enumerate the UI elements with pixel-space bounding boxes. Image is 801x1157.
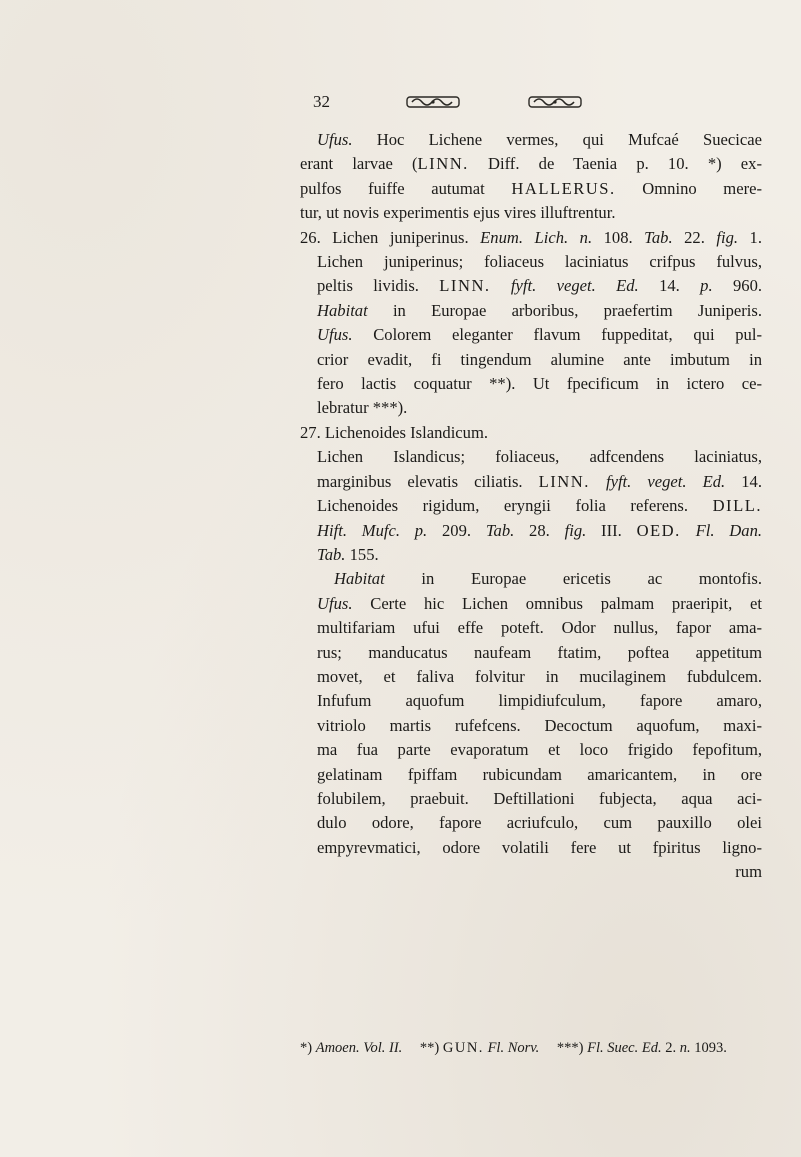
catchword: [300, 860, 762, 884]
text-span: n.: [679, 1040, 691, 1056]
footnote-3: [557, 1040, 727, 1056]
text-span: rum: [735, 862, 762, 882]
text-span: 960.: [712, 276, 763, 296]
text-line: [300, 543, 762, 567]
text-span: Enum. Lich. n.: [480, 227, 593, 247]
ufus-label: Ufus.: [317, 325, 353, 345]
text-line: [300, 763, 762, 787]
text-span: erant larvae (: [300, 154, 418, 174]
text-line: [300, 567, 762, 591]
text-span: Colorem eleganter flavum fuppeditat, qui pul-: [352, 325, 762, 345]
text-span: marginibus elevatis ciliatis.: [317, 471, 539, 491]
author-abbrev: OED.: [636, 520, 681, 540]
text-span: 1.: [738, 227, 762, 247]
text-span: dulo odore, fapore acriufculo, cum pauxillo olei: [317, 813, 762, 833]
habitat-label: Habitat: [334, 569, 385, 589]
text-line: [300, 470, 762, 494]
text-line: [300, 348, 762, 372]
text-span: fig.: [564, 520, 587, 540]
text-span: Certe hic Lichen omnibus palmam praeripit, et: [352, 593, 762, 613]
text-span: Infufum aquofum limpidiufculum, fapore amaro,: [317, 691, 762, 711]
text-line: [300, 836, 762, 860]
footnote-1: [300, 1040, 402, 1056]
text-span: 108.: [592, 227, 645, 247]
entry-heading-26: [300, 226, 762, 250]
printers-ornament-icon: [406, 95, 460, 109]
habitat-label: Habitat: [317, 300, 368, 320]
text-span: in Europae ericetis ac montofis.: [384, 569, 762, 589]
text-line: [300, 177, 762, 201]
text-line: [300, 201, 762, 225]
text-span: pulfos fuiffe autumat: [300, 178, 512, 198]
page-number: 32: [313, 92, 330, 111]
text-span: Hoc Lichene vermes, qui Mufcaé Suecicae: [352, 130, 762, 149]
text-span: rus; manducatus naufeam ftatim, poftea appetitum: [317, 642, 762, 662]
text-span: ***): [556, 1040, 588, 1056]
text-span: 209.: [427, 520, 486, 540]
text-span: Hift. Mufc. p.: [317, 520, 428, 540]
text-span: 1093.: [690, 1040, 727, 1056]
text-line: [300, 787, 762, 811]
page-header: [313, 92, 753, 120]
text-line: [300, 592, 762, 616]
text-span: 2.: [661, 1040, 680, 1056]
author-abbrev: LINN.: [439, 276, 491, 296]
footnote-2: [420, 1040, 539, 1056]
text-span: Fl. Norv.: [483, 1040, 540, 1056]
text-line: [300, 250, 762, 274]
text-span: Tab.: [644, 227, 673, 247]
text-line: [300, 299, 762, 323]
text-span: 155.: [345, 544, 379, 564]
text-span: fyft. veget. Ed.: [589, 471, 726, 491]
ufus-label: Ufus.: [317, 130, 353, 149]
text-span: III.: [586, 520, 637, 540]
text-span: in Europae arboribus, praefertim Juniperis.: [367, 300, 762, 320]
printers-ornament-icon: [528, 95, 582, 109]
text-span: 14.: [638, 276, 701, 296]
text-line: [300, 714, 762, 738]
text-span: 14.: [725, 471, 762, 491]
text-line: [300, 372, 762, 396]
footnotes: [300, 1040, 762, 1057]
author-abbrev: LINN.: [538, 471, 590, 491]
text-span: fero lactis coquatur **). Ut fpecificum in ictero ce-: [317, 374, 762, 394]
text-line: [300, 494, 762, 518]
text-line: [300, 128, 762, 152]
author-abbrev: GUN.: [442, 1040, 484, 1056]
text-line: [300, 738, 762, 762]
text-span: crior evadit, fi tingendum alumine ante imbutum in: [317, 349, 762, 369]
text-line: [300, 152, 762, 176]
text-line: [300, 323, 762, 347]
text-span: fig.: [716, 227, 739, 247]
text-span: 22.: [672, 227, 717, 247]
entry-heading-27: [300, 421, 762, 445]
text-line: [300, 274, 762, 298]
text-span: lebratur ***).: [317, 398, 408, 418]
text-line: [300, 689, 762, 713]
text-line: [300, 641, 762, 665]
body-text: [300, 128, 762, 885]
text-line: [300, 519, 762, 543]
text-span: 28.: [514, 520, 565, 540]
text-span: gelatinam fpiffam rubicundam amaricantem, in ore: [317, 764, 762, 784]
text-line: [300, 445, 762, 469]
text-span: Omnino mere-: [615, 178, 762, 198]
text-span: Lichen juniperinus; foliaceus laciniatus crifpus fulvus,: [317, 252, 762, 272]
text-span: Tab.: [317, 544, 346, 564]
text-span: Lichenoides rigidum, eryngii folia referens.: [317, 496, 713, 516]
text-span: peltis lividis.: [317, 276, 440, 296]
text-span: Amoen. Vol. II.: [315, 1040, 403, 1056]
text-span: folubilem, praebuit. Deftillationi fubjecta, aqua aci-: [317, 788, 762, 808]
text-line: [300, 396, 762, 420]
text-span: fyft. veget. Ed.: [490, 276, 639, 296]
author-abbrev: LINN.: [417, 154, 469, 174]
ufus-label: Ufus.: [317, 593, 353, 613]
text-span: movet, et faliva folvitur in mucilaginem fubdulcem.: [317, 666, 762, 686]
text-span: Fl. Dan.: [680, 520, 763, 540]
text-span: ma fua parte evaporatum et loco frigido fepofitum,: [317, 740, 762, 760]
text-span: Tab.: [485, 520, 515, 540]
text-line: [300, 616, 762, 640]
text-span: 27. Lichenoides Islandicum.: [300, 422, 489, 442]
text-span: Diff. de Taenia p. 10. *) ex-: [468, 154, 762, 174]
text-line: [300, 811, 762, 835]
text-span: p.: [700, 276, 713, 296]
text-span: 26. Lichen juniperinus.: [300, 227, 481, 247]
author-abbrev: DILL.: [712, 496, 762, 516]
text-span: Fl. Suec. Ed.: [587, 1040, 662, 1056]
author-abbrev: HALLERUS.: [511, 178, 616, 198]
text-line: [300, 665, 762, 689]
text-span: vitriolo martis rufefcens. Decoctum aquofum, maxi-: [317, 715, 762, 735]
text-span: *): [300, 1040, 316, 1056]
text-span: tur, ut novis experimentis ejus vires illuftrentur.: [300, 203, 616, 223]
text-span: empyrevmatici, odore volatili fere ut fpiritus ligno-: [317, 837, 762, 857]
text-span: **): [419, 1040, 443, 1056]
text-span: multifariam ufui effe poteft. Odor nullus, fapor ama-: [317, 618, 762, 638]
text-span: Lichen Islandicus; foliaceus, adfcendens laciniatus,: [317, 447, 762, 467]
